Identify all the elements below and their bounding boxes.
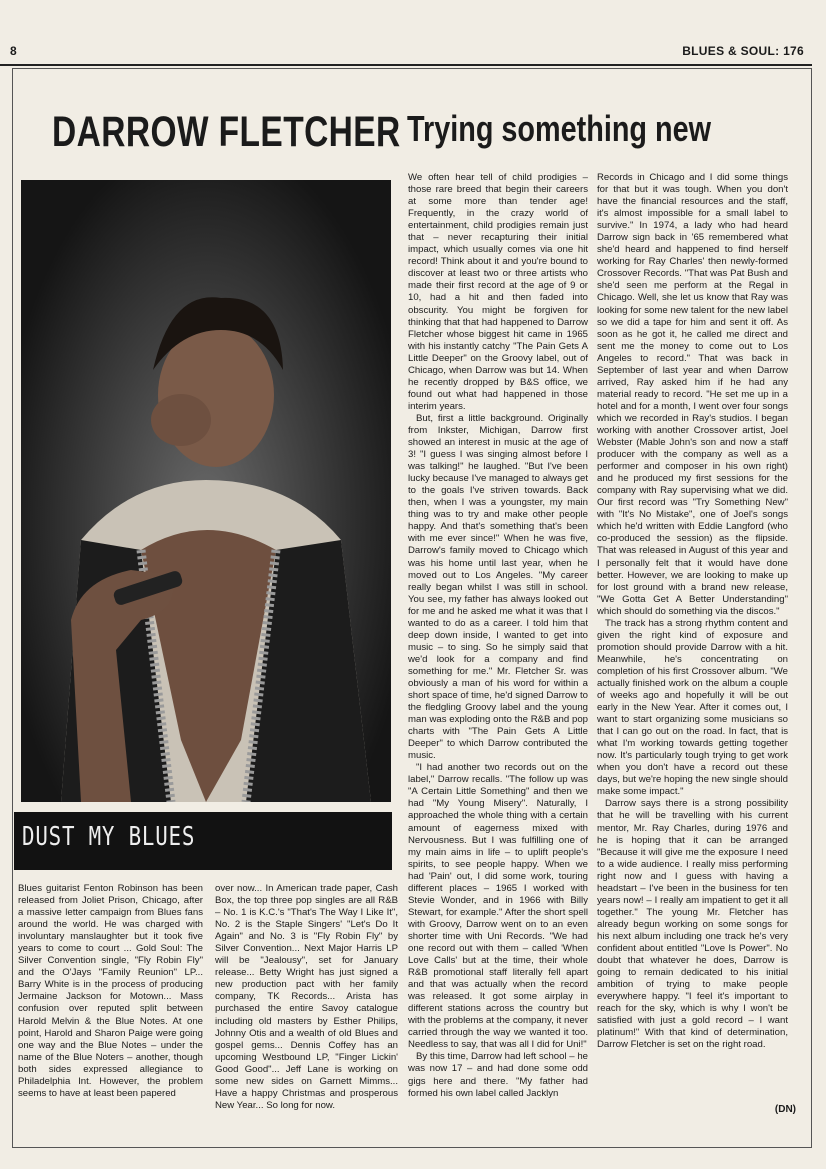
dust-my-blues-banner [14, 812, 392, 870]
paragraph: Records in Chicago and I did some things for that but it was tough. When you don't have the financial resources and the staff, it's almost impossible for a small label to survive." In 1974, a lady who had heard Darrow sign back in '65 remembered what she'd heard and happened to find herself working for Ray Charles' then newly-formed Crossover Records. "That was Pat Bush and she'd seen me perform at the Regal in Chicago. Well, she let us know that Ray was looking for some new talent for the new label so we did a tape for him and sent it off. As soon as he got it, he called me direct and sent me the money to come out to Los Angeles to record." That was back in September of last year and when Darrow arrived, Ray asked him if he had any material ready to record. "He set me up in a hotel and for a month, I went over four songs which we recorded in Ray's studios. I began working with another Crossover artist, Joel Webster (Mable John's son and now a staff producer with the company as well as a performer and composer in his own right) and he produced my first sessions for the company with Ray supervising what we did. Our first record was "Try Something New" with "It's No Mistake", one of Joel's songs which he'd written with Eddie Langford (who co-produced the session) as the flipside. That was released in August of this year and I personally felt that it would have done better. However, we are looking to make up for lost ground with a brand new release, "We Gotta Get A Better Understanding" which should do something via the discos." [597, 172, 788, 617]
header-rule [0, 64, 812, 66]
section-title: DUST MY BLUES [22, 822, 196, 852]
paragraph: "I had another two records out on the label," Darrow recalls. "The follow up was "A Certain Little Something" and then we had "My Young Misery". Naturally, I approached the whole thing with a certain amount of eagerness mixed with Nervousness. But I was fulfilling one of my main aims in life – to uplift people's spirits, to see people happy. When we had 'Pain' out, I did some work, touring different places – 1965 I worked with Stevie Wonder, and in 1966 with Billy Stewart, for example." After the short spell with Groovy, Darrow went on to an even shorter time with Uni Records. "We had one record out with them – called 'When Love Calls' but at the time, their whole R&B promotional staff literally fell apart and that was actually when the record was released. It got some airplay in different stations across the country but with the problems at the company, it never carried through the way we wanted it too. Needless to say, that was all I did for Uni!" [408, 762, 588, 1051]
paragraph: But, first a little background. Originally from Inkster, Michigan, Darrow first showed an interest in music at the age of 3! "I guess I was singing almost before I was talking!" he laughed. "But I've been lucky because I've managed to always get to the goals I've striven towards. Back then, when I was a youngster, my main thing was to try and make other people happy. And that's something that's been with me ever since!" When he was five, Darrow's family moved to Chicago which was his home until last year, when he moved out to Los Angeles. "My career really began whilst I was still in school. You see, my father has always looked out for me and he asked me what it was that I wanted to do as a career. I told him that deep down inside, I wanted to get into music – to sing. So he simply said that we'd look for a company and find something for me." Mr. Fletcher Sr. was obviously a man of his word for within a short space of time, he'd signed Darrow to the fledgling Groovy label and the young man was exploding onto the R&B and pop charts with "The Pain Gets A Little Deeper" to which Darrow contributed the music. [408, 412, 588, 762]
paragraph: We often hear tell of child prodigies – those rare breed that begin their careers at some more than tender age! Frequently, in the crazy world of entertainment, child prodigies remain just that – never recapturing their initial impact, which usually comes via one hit record! Think about it and you're bound to discover at least two or three artists who made their first record at the age of 9 or 10, had a hit and then faded into obscurity. You might be forgiven for thinking that that had happened to Darrow Fletcher whose biggest hit came in 1965 with his instantly catchy "The Pain Gets A Little Deeper" on the Groovy label, out of Chicago, when Darrow was but 14. When he recently dropped by B&S office, we found out what had happened in those interim years. [408, 172, 588, 412]
paragraph: By this time, Darrow had left school – he was now 17 – and had done some odd gigs here and there. "My father had formed his own label called Jacklyn [408, 1051, 588, 1099]
headline: DARROW FLETCHER [52, 108, 401, 156]
dust-column-1 [18, 883, 203, 1123]
article-column-1 [408, 172, 588, 1122]
paragraph: over now... In American trade paper, Cash Box, the top three pop singles are all R&B – No. 1 is K.C.'s "That's The Way I Like It", No. 2 is the Staple Singers' "Let's Do It Again" and No. 3 is "Fly Robin Fly" by Silver Convention... Next Major Harris LP will be "Jealousy", set for January release... Betty Wright has just signed a new production pact with her family company, TK Records... Arista has purchased the entire Savoy catalogue including old masters by Esther Philips, Johnny Otis and a wealth of old Blues and gospel gems... Dennis Coffey has an upcoming Westbound LP, "Finger Lickin' Good Good"... Jeff Lane is working on some new sides on Garnett Mimms... Have a happy Christmas and prosperous New Year... So long for now. [215, 883, 398, 1111]
paragraph: Blues guitarist Fenton Robinson has been released from Joliet Prison, Chicago, after a massive letter campaign from Blues fans around the world. He was charged with involuntary manslaughter but it took five years to come to court ... Gold Soul: The Silver Convention single, "Fly Robin Fly" and the O'Jays "Family Reunion" LP... Barry White is in the process of producing Jermaine Jackson for Motown... Mass confusion over reputed split between Harold Melvin & the Blue Notes. At one point, Harold and Sharon Paige were going one way and the Blue Notes – under the name of the Blue Noters – another, though both sides expressed allegiance to Philadelphia Int. However, the problem seems to have at least been papered [18, 883, 203, 1099]
issue-label: BLUES & SOUL: 176 [682, 44, 804, 58]
dust-column-2 [215, 883, 398, 1123]
paragraph: Darrow says there is a strong possibility that he will be travelling with his current mentor, Mr. Ray Charles, during 1976 and he is hoping that it can be arranged "Because it will give me the exposure I need to a wide audience. I really miss performing right now and I guess with having a headstart – I've been in the business for ten years now! – I really am impatient to get it all together." The young Mr. Fletcher has already begun working on some songs for his next album including one track he's very confident about entitled "Love Is Power". No doubt that whatever he does, Darrow is going to remain dedicated to his initial ambition of trying to make people everywhere happy. "I feel it's important to reach for the sky, which is why I won't be satisfied with just a gold record – I want platinum!" With that kind of determination, Darrow Fletcher is set on the right road. [597, 798, 788, 1051]
article-column-2 [597, 172, 788, 1122]
page-number: 8 [10, 44, 17, 58]
artist-photo [21, 180, 391, 802]
author-signoff: (DN) [774, 1104, 796, 1115]
paragraph: The track has a strong rhythm content and given the right kind of exposure and promotion should provide Darrow with a hit. Meanwhile, he's concentrating on completion of his first Crossover album. "We actually finished work on the album a couple of weeks ago and hopefully it will be out early in the New Year. After it comes out, I want to start organizing some musicians so that I can go out on the road. In fact, that is what I'm working towards getting together now. It's particularly tough trying to get work when you don't have a record out these days, but we're hoping the new single should make some impact." [597, 617, 788, 798]
subhead: Trying something new [407, 108, 712, 149]
